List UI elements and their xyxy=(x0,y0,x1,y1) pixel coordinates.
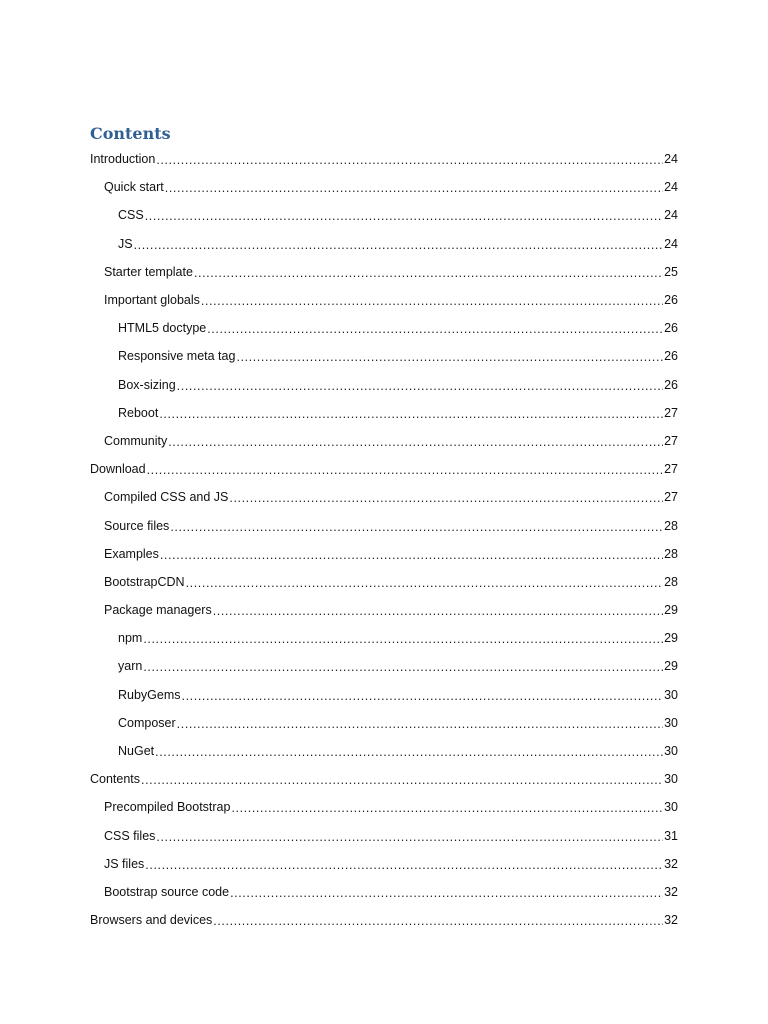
toc-entry-label[interactable]: Download xyxy=(90,462,146,477)
toc-entry-label[interactable]: BootstrapCDN xyxy=(104,574,185,589)
toc-entry[interactable] xyxy=(0,878,678,906)
dot-leader xyxy=(194,265,663,281)
dot-leader xyxy=(207,321,663,337)
dot-leader xyxy=(213,603,663,619)
toc-entry-page-number: 26 xyxy=(664,293,678,308)
toc-entry-page-number: 27 xyxy=(664,405,678,420)
dot-leader xyxy=(177,378,663,394)
toc-entry[interactable] xyxy=(0,483,678,511)
toc-entry[interactable] xyxy=(0,230,678,258)
toc-entry-page-number: 26 xyxy=(664,377,678,392)
toc-entry-page-number: 27 xyxy=(664,462,678,477)
toc-heading: Contents xyxy=(90,124,171,143)
dot-leader xyxy=(182,688,664,704)
toc-entry-page-number: 30 xyxy=(664,687,678,702)
dot-leader xyxy=(159,406,663,422)
dot-leader xyxy=(231,800,663,816)
dot-leader xyxy=(143,631,663,647)
toc-entry-label[interactable]: Introduction xyxy=(90,152,156,167)
dot-leader xyxy=(147,462,664,478)
toc-entry-label[interactable]: CSS xyxy=(118,208,144,223)
toc-entry[interactable] xyxy=(0,286,678,314)
toc-entry-page-number: 32 xyxy=(664,856,678,871)
dot-leader xyxy=(170,519,663,535)
toc-entry[interactable] xyxy=(0,822,678,850)
toc-entry-label[interactable]: HTML5 doctype xyxy=(118,321,207,336)
toc-entry[interactable] xyxy=(0,427,678,455)
toc-entry[interactable] xyxy=(0,173,678,201)
toc-entry-label[interactable]: Package managers xyxy=(104,603,212,618)
toc-entry[interactable] xyxy=(0,314,678,342)
dot-leader xyxy=(213,913,663,929)
toc-entry-label[interactable]: Contents xyxy=(90,772,141,787)
toc-entry[interactable] xyxy=(0,145,678,173)
toc-entry-label[interactable]: JS files xyxy=(104,856,145,871)
toc-entry-label[interactable]: Important globals xyxy=(104,293,200,308)
toc-entry-label[interactable]: Precompiled Bootstrap xyxy=(104,800,231,815)
toc-entry-page-number: 24 xyxy=(664,180,678,195)
toc-entry[interactable] xyxy=(0,765,678,793)
toc-entry-label[interactable]: Responsive meta tag xyxy=(118,349,236,364)
toc-entry-page-number: 28 xyxy=(664,546,678,561)
dot-leader xyxy=(155,744,663,760)
toc-entry-label[interactable]: Bootstrap source code xyxy=(104,884,230,899)
toc-entry[interactable] xyxy=(0,850,678,878)
toc-entry-page-number: 28 xyxy=(664,518,678,533)
toc-entry[interactable] xyxy=(0,596,678,624)
dot-leader xyxy=(156,829,663,845)
toc-entry[interactable] xyxy=(0,681,678,709)
toc-entry-page-number: 24 xyxy=(664,152,678,167)
toc-entry-label[interactable]: Examples xyxy=(104,546,159,561)
toc-entry[interactable] xyxy=(0,737,678,765)
toc-entry-page-number: 31 xyxy=(664,828,678,843)
toc-entry[interactable] xyxy=(0,201,678,229)
toc-entry[interactable] xyxy=(0,793,678,821)
toc-entry-page-number: 29 xyxy=(664,631,678,646)
toc-entry-label[interactable]: Source files xyxy=(104,518,170,533)
toc-entry[interactable] xyxy=(0,258,678,286)
toc-entry-page-number: 27 xyxy=(664,433,678,448)
dot-leader xyxy=(160,547,663,563)
toc-entry-page-number: 26 xyxy=(664,349,678,364)
toc-entry-label[interactable]: Composer xyxy=(118,715,176,730)
dot-leader xyxy=(134,237,664,253)
toc-entry-page-number: 32 xyxy=(664,913,678,928)
toc-entry[interactable] xyxy=(0,455,678,483)
toc-entry-page-number: 30 xyxy=(664,744,678,759)
toc-entry[interactable] xyxy=(0,624,678,652)
dot-leader xyxy=(141,772,663,788)
toc-entry-label[interactable]: Compiled CSS and JS xyxy=(104,490,229,505)
dot-leader xyxy=(145,857,663,873)
dot-leader xyxy=(229,490,663,506)
toc-entry-page-number: 24 xyxy=(664,208,678,223)
toc-list xyxy=(0,145,768,934)
toc-entry[interactable] xyxy=(0,511,678,539)
toc-entry[interactable] xyxy=(0,342,678,370)
toc-entry-page-number: 30 xyxy=(664,715,678,730)
toc-entry-page-number: 30 xyxy=(664,800,678,815)
dot-leader xyxy=(177,716,663,732)
dot-leader xyxy=(230,885,663,901)
toc-entry-label[interactable]: RubyGems xyxy=(118,687,181,702)
dot-leader xyxy=(143,659,663,675)
dot-leader xyxy=(156,152,663,168)
toc-entry-label[interactable]: Reboot xyxy=(118,405,159,420)
toc-entry[interactable] xyxy=(0,652,678,680)
dot-leader xyxy=(145,208,663,224)
toc-entry-label[interactable]: NuGet xyxy=(118,744,155,759)
toc-entry-label[interactable]: yarn xyxy=(118,659,143,674)
dot-leader xyxy=(236,349,663,365)
toc-entry-page-number: 27 xyxy=(664,490,678,505)
dot-leader xyxy=(168,434,663,450)
toc-entry-label[interactable]: Quick start xyxy=(104,180,164,195)
dot-leader xyxy=(186,575,664,591)
toc-entry-page-number: 30 xyxy=(664,772,678,787)
toc-entry-page-number: 28 xyxy=(664,574,678,589)
toc-entry-label[interactable]: JS xyxy=(118,236,133,251)
toc-entry[interactable] xyxy=(0,906,678,934)
toc-entry[interactable] xyxy=(0,399,678,427)
toc-entry-label[interactable]: CSS files xyxy=(104,828,156,843)
toc-entry[interactable] xyxy=(0,371,678,399)
toc-entry-page-number: 24 xyxy=(664,236,678,251)
toc-entry-label[interactable]: Browsers and devices xyxy=(90,913,213,928)
toc-entry-page-number: 25 xyxy=(664,264,678,279)
toc-entry-label[interactable]: Community xyxy=(104,433,168,448)
toc-entry-page-number: 32 xyxy=(664,884,678,899)
toc-entry[interactable] xyxy=(0,568,678,596)
toc-entry-page-number: 26 xyxy=(664,321,678,336)
toc-entry[interactable] xyxy=(0,709,678,737)
toc-entry-label[interactable]: Box-sizing xyxy=(118,377,176,392)
toc-entry-label[interactable]: npm xyxy=(118,631,143,646)
toc-entry-label[interactable]: Starter template xyxy=(104,264,193,279)
dot-leader xyxy=(165,180,663,196)
toc-entry[interactable] xyxy=(0,540,678,568)
toc-entry-page-number: 29 xyxy=(664,603,678,618)
toc-entry-page-number: 29 xyxy=(664,659,678,674)
dot-leader xyxy=(201,293,663,309)
